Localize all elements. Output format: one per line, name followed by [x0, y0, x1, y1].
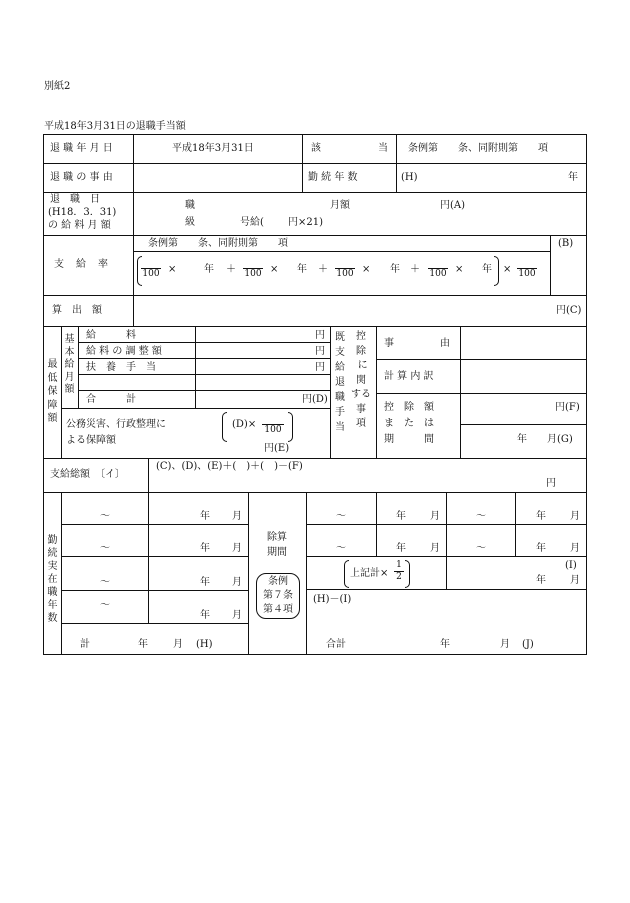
- fraction-1: [141, 258, 161, 279]
- tilde-2: 〜: [100, 543, 110, 554]
- close-paren: [494, 256, 499, 286]
- period-g: 年 月(G): [517, 434, 573, 445]
- monthly-label: 月額: [330, 200, 350, 211]
- grand-total-year: 年: [440, 639, 450, 650]
- half-numerator: 1: [394, 561, 404, 572]
- applicable-label-a: 該: [311, 143, 321, 154]
- month-left-3: 月: [232, 577, 242, 588]
- plus-1: ＋: [226, 264, 236, 275]
- e-close-paren: [288, 412, 293, 442]
- tilde-4: 〜: [100, 600, 110, 611]
- e-formula: (D)×: [232, 419, 257, 430]
- year-left-3: 年: [200, 577, 210, 588]
- yen-a: 円(A): [440, 200, 466, 211]
- half-denominator: 2: [396, 572, 402, 582]
- year-mid-1: 年: [396, 511, 406, 522]
- grand-total-label: 合計: [326, 639, 346, 650]
- year-1: 年: [204, 264, 214, 275]
- yen-x21: 円×21): [288, 217, 324, 228]
- tilde-3: 〜: [100, 577, 110, 588]
- year-right-1: 年: [536, 511, 546, 522]
- month-right-1: 月: [570, 511, 580, 522]
- e-fraction: [262, 414, 284, 435]
- service-years-label: 勤 続 年 数: [308, 172, 358, 183]
- disaster-guarantee-line2: よる保障額: [66, 435, 116, 446]
- denominator-2: 100: [244, 269, 262, 279]
- calc-label: 算 出 額: [52, 305, 102, 316]
- month-mid-2: 月: [430, 543, 440, 554]
- year-half: 年: [536, 575, 546, 586]
- month-mid-1: 月: [430, 511, 440, 522]
- rate-label: 支 給 率: [54, 259, 109, 270]
- tilde-right-1: 〜: [336, 511, 346, 522]
- applicable-article: 条例第 条、同附則第 項: [408, 143, 548, 154]
- fraction-4: [428, 258, 448, 279]
- salary-label-line2: (H18．3．31): [48, 207, 117, 218]
- service-total-year: 年: [138, 639, 148, 650]
- tilde-right-4: 〜: [476, 543, 486, 554]
- service-total-h: (H): [196, 639, 213, 650]
- retirement-date-value: 平成18年3月31日: [172, 143, 254, 154]
- dependents-item: 扶 養 手 当: [86, 362, 156, 373]
- half-close-paren: [405, 560, 410, 588]
- salary-label-line3: の 給 料 月 額: [48, 220, 111, 231]
- e-denominator: 100: [264, 425, 282, 435]
- yen-e: 円(E): [264, 443, 290, 454]
- year-right-2: 年: [536, 543, 546, 554]
- service-total-label: 計: [80, 639, 90, 650]
- year-left-4: 年: [200, 610, 210, 621]
- deduction-reason-b: 由: [440, 338, 450, 349]
- disaster-guarantee-line1: 公務災害、行政整理に: [66, 419, 166, 430]
- deduction-amount-line1: 控 除 額: [384, 402, 434, 413]
- service-total-month: 月: [173, 639, 183, 650]
- deduction-matters-label: 控 除 に 関 する 事 項: [351, 331, 371, 429]
- denominator-3: 100: [336, 269, 354, 279]
- year-left-2: 年: [200, 543, 210, 554]
- grand-total-j: (J): [522, 639, 534, 650]
- denominator-4: 100: [429, 269, 447, 279]
- total-pay-formula: (C)、(D)、(E)＋( )＋( )－(F): [156, 461, 303, 472]
- fraction-2: [243, 258, 263, 279]
- denominator-1: 100: [142, 269, 160, 279]
- deduction-reason-a: 事: [384, 338, 394, 349]
- salary-adjust-item: 給 料 の 調 整 額: [86, 346, 162, 357]
- fraction-3: [335, 258, 355, 279]
- h-mark: (H): [401, 172, 418, 183]
- paid-retirement-label: 既 支 給 退 職 手 当: [335, 332, 345, 433]
- yen-c: 円(C): [556, 305, 582, 316]
- deduction-amount-line3: 期 間: [384, 434, 434, 445]
- month-left-2: 月: [232, 543, 242, 554]
- yen-adjust: 円: [315, 346, 325, 357]
- year-3: 年: [390, 264, 400, 275]
- times-4: ×: [455, 264, 464, 275]
- step-label: 号給(: [240, 217, 264, 228]
- times-3: ×: [362, 264, 371, 275]
- yen-salary: 円: [315, 330, 325, 341]
- service-years-vertical-label: 勤 続 実 在 職 年 数: [47, 535, 58, 624]
- year-mid-2: 年: [396, 543, 406, 554]
- h-minus-i: (H)－(I): [313, 594, 352, 605]
- total-pay-label: 支給総額 〔イ〕: [50, 469, 125, 480]
- year-unit: 年: [568, 172, 578, 183]
- denominator-5: 100: [518, 269, 536, 279]
- month-left-1: 月: [232, 511, 242, 522]
- grand-total-month: 月: [500, 639, 510, 650]
- attachment-label: 別紙2: [44, 81, 71, 92]
- month-right-2: 月: [570, 543, 580, 554]
- fraction-5: [517, 258, 537, 279]
- exclusion-period-label: 除算 期間: [267, 532, 287, 558]
- retirement-reason-label: 退 職 の 事 由: [50, 172, 113, 183]
- salary-item: 給 料: [86, 330, 136, 341]
- year-left-1: 年: [200, 511, 210, 522]
- yen-dependents: 円: [315, 362, 325, 373]
- salary-label-line1: 退 職 日: [50, 194, 100, 205]
- total-pay-yen: 円: [546, 478, 556, 489]
- half-fraction: [394, 561, 404, 582]
- half-prefix: 上記計×: [350, 568, 389, 579]
- yen-d: 円(D): [302, 394, 328, 405]
- rate-article: 条例第 条、同附則第 項: [148, 238, 288, 249]
- year-2: 年: [297, 264, 307, 275]
- times-5: ×: [503, 264, 512, 275]
- tilde-right-2: 〜: [476, 511, 486, 522]
- half-open-paren: [344, 560, 349, 588]
- b-mark: (B): [558, 238, 574, 249]
- applicable-label-b: 当: [378, 143, 388, 154]
- basic-salary-label: 基 本 給 月 額: [64, 334, 75, 395]
- retirement-date-label: 退 職 年 月 日: [50, 143, 113, 154]
- month-left-4: 月: [232, 610, 242, 621]
- grade-label: 級: [185, 217, 195, 228]
- total-item: 合 計: [86, 394, 136, 405]
- minimum-guarantee-label: 最 低 保 障 額: [47, 359, 58, 424]
- post-label: 職: [185, 200, 195, 211]
- times-2: ×: [270, 264, 279, 275]
- tilde-1: 〜: [100, 511, 110, 522]
- e-open-paren: [222, 412, 227, 442]
- i-mark: (I): [565, 560, 577, 571]
- tilde-right-3: 〜: [336, 543, 346, 554]
- year-4: 年: [482, 264, 492, 275]
- deduction-amount-line2: ま た は: [384, 418, 434, 429]
- times-1: ×: [168, 264, 177, 275]
- calc-detail-label: 計 算 内 訳: [384, 371, 434, 382]
- yen-f: 円(F): [555, 402, 580, 413]
- month-half: 月: [570, 575, 580, 586]
- article-7-4-ref: 条例 第７条 第４項: [256, 573, 300, 619]
- page-title: 平成18年3月31日の退職手当額: [44, 121, 186, 132]
- plus-3: ＋: [410, 264, 420, 275]
- plus-2: ＋: [318, 264, 328, 275]
